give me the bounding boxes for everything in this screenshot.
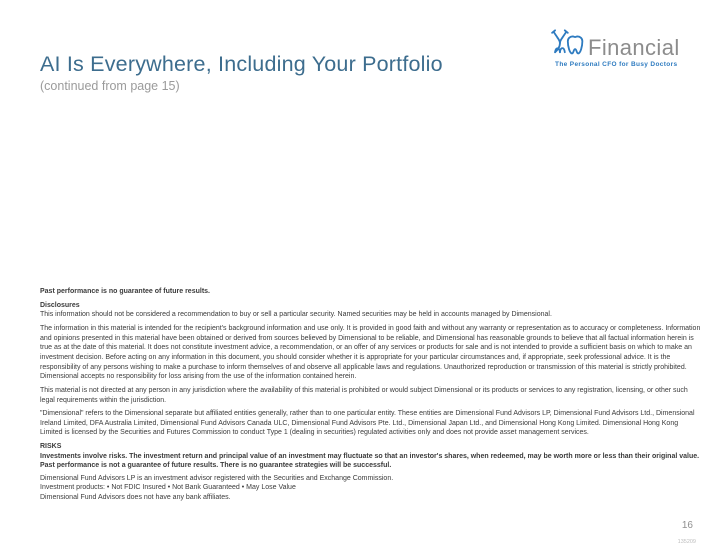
logo-row bbox=[546, 29, 698, 61]
footnote-3: Dimensional Fund Advisors does not have any bank affiliates. bbox=[40, 493, 231, 501]
past-performance-note: Past performance is no guarantee of future results. bbox=[40, 288, 210, 295]
doc-number: 135209 bbox=[677, 539, 696, 545]
page-subtitle: (continued from page 15) bbox=[40, 79, 180, 93]
risks-statement: Investments involve risks. The investment return and principal value of an investment may fluctuate so that an investor's shares, when redeemed, may be worth more or less than their original value. Past performance is not a guarantee of future results. There is no guarantee strategies will be successful. bbox=[40, 452, 700, 470]
footnote-1: Dimensional Fund Advisors LP is an investment advisor registered with the Securities and Exchange Commission. bbox=[40, 474, 394, 482]
disclosure-paragraph-3: This material is not directed at any person in any jurisdiction where the availability of this material is prohibited or would subject Dimensional or its products or services to any registration, licensing, or other such legal requirements within the jurisdiction. bbox=[40, 386, 688, 404]
logo-brand-text: Financial bbox=[588, 35, 680, 61]
disclosure-paragraph-4: "Dimensional" refers to the Dimensional separate but affiliated entities generally, rather than to one particular entity. These entities are Dimensional Fund Advisors LP, Dimensional Fund Advisors Ltd., Dimensional Ireland Limited, DFA Australia Limited, Dimensional Fund Advisors Canada ULC, Dimensional Fund Advisors Pte. Ltd., Dimensional Japan Ltd., and Dimensional Hong Kong Limited. Dimensional Hong Kong Limited is licensed by the Securities and Futures Commission to conduct Type 1 (dealing in securities) regulated activities only and does not provide asset management services. bbox=[40, 410, 695, 437]
disclosures-block bbox=[40, 287, 701, 502]
md-financial-logo bbox=[546, 29, 698, 68]
stethoscope-tooth-logo-icon bbox=[546, 29, 586, 58]
page-title: AI Is Everywhere, Including Your Portfolio bbox=[40, 52, 443, 76]
page-number: 16 bbox=[681, 520, 693, 531]
risks-heading: RISKS bbox=[40, 443, 62, 451]
footnote-2: Investment products: • Not FDIC Insured • Not Bank Guaranteed • May Lose Value bbox=[40, 484, 296, 492]
logo-tagline: The Personal CFO for Busy Doctors bbox=[555, 61, 678, 68]
disclosure-paragraph-2: The information in this material is intended for the recipient's background information and use only. It is provided in good faith and without any warranty or representation as to accuracy or completeness. Information and opinions presented in this material have been obtained or derived from sources believed by Dimensional to be reliable, and Dimensional has reasonable grounds to believe that all factual information herein is true as at the date of this material. It does not constitute investment advice, a recommendation, or an offer of any services or products for sale and is not intended to provide a sufficient basis on which to make an investment decision. Before acting on any information in this document, you should consider whether it is appropriate for your particular circumstances and, if appropriate, seek professional advice. It is the responsibility of any persons wishing to make a purchase to inform themselves of and observe all applicable laws and regulations. Unauthorized reproduction or transmission of this material is strictly prohibited. Dimensional accepts no responsibility for loss arising from the use of the information contained herein. bbox=[40, 325, 701, 381]
disclosure-paragraph-1: This information should not be considered a recommendation to buy or sell a particular security. Named securities may be held in accounts managed by Dimensional. bbox=[40, 311, 552, 319]
disclosures-heading: Disclosures bbox=[40, 301, 80, 309]
